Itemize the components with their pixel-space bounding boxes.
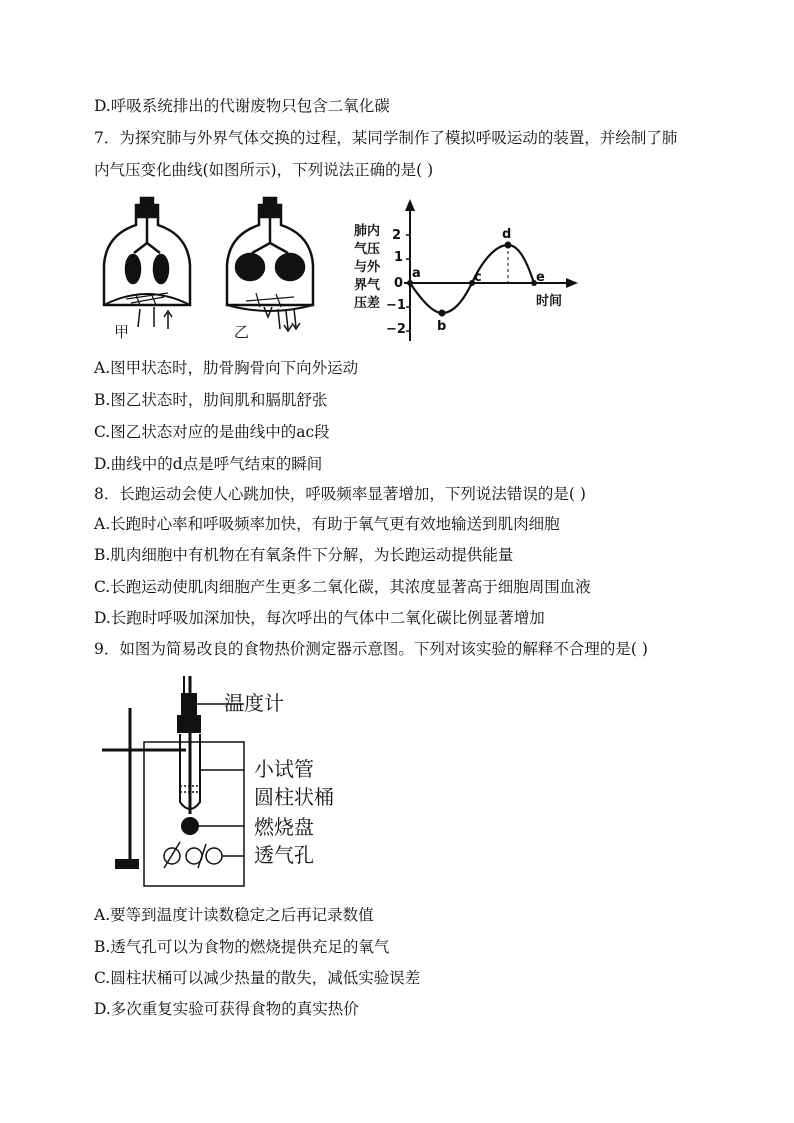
pressure-graph: [354, 199, 578, 341]
y-tick-2: 2: [392, 228, 402, 243]
q7-figure: [96, 195, 586, 345]
label-air-hole: 透气孔: [254, 843, 314, 867]
q8-option-a: A.长跑时心率和呼吸频率加快，有助于氧气更有效地输送到肌肉细胞: [94, 515, 560, 533]
label-cylinder: 圆柱状桶: [254, 785, 334, 809]
q9-figure: [94, 664, 394, 894]
bell-jar-jia: [104, 198, 190, 329]
label-test-tube: 小试管: [254, 757, 314, 781]
label-a: a: [412, 266, 421, 281]
ylabel-line-3: 与外: [354, 260, 381, 275]
burning-dish: [182, 818, 198, 834]
q7-stem-line1: 7．为探究肺与外界气体交换的过程，某同学制作了模拟呼吸运动的装置，并绘制了肺: [94, 129, 678, 147]
label-burning-dish: 燃烧盘: [254, 815, 314, 839]
ylabel-line-4: 界气: [354, 278, 381, 293]
pressure-curve: [410, 245, 534, 313]
label-c: c: [474, 270, 482, 285]
q8-option-b: B.肌肉细胞中有机物在有氧条件下分解，为长跑运动提供能量: [94, 546, 514, 564]
q8-option-d: D.长跑时呼吸加深加快，每次呼出的气体中二氧化碳比例显著增加: [94, 609, 545, 627]
q9-stem: 9．如图为简易改良的食物热价测定器示意图。下列对该实验的解释不合理的是( ): [94, 640, 648, 658]
q7-option-b: B.图乙状态时，肋间肌和膈肌舒张: [94, 391, 328, 409]
point-b: [439, 310, 446, 317]
label-d: d: [502, 227, 512, 242]
q8-stem: 8．长跑运动会使人心跳加快，呼吸频率显著增加，下列说法错误的是( ): [94, 485, 586, 503]
stand-base: [116, 860, 138, 868]
q9-option-a: A.要等到温度计读数稳定之后再记录数值: [94, 906, 374, 924]
y-tick-minus1: −1: [386, 298, 406, 313]
y-axis-arrow: [405, 199, 415, 211]
label-b: b: [437, 319, 447, 334]
x-axis-arrow: [566, 278, 578, 288]
label-thermometer: 温度计: [224, 691, 284, 715]
ylabel-line-5: 压差: [354, 296, 381, 311]
q7-stem-line2: 内气压变化曲线(如图所示)，下列说法正确的是( ): [94, 161, 434, 179]
y-tick-1: 1: [394, 250, 404, 265]
label-yi: 乙: [234, 323, 250, 341]
y-tick-minus2: −2: [386, 322, 406, 337]
q7-option-d: D.曲线中的d点是呼气结束的瞬间: [94, 455, 323, 473]
x-axis-label: 时间: [536, 294, 563, 309]
q7-option-c: C.图乙状态对应的是曲线中的ac段: [94, 423, 330, 441]
label-e: e: [536, 270, 545, 285]
ylabel-line-2: 气压: [354, 242, 381, 257]
q7-option-a: A.图甲状态时，肋骨胸骨向下向外运动: [94, 359, 359, 377]
bell-jar-yi: [227, 198, 313, 331]
q9-option-c: C.圆柱状桶可以减少热量的散失，减低实验误差: [94, 969, 421, 987]
q8-option-c: C.长跑运动使肌肉细胞产生更多二氧化碳，其浓度显著高于细胞周围血液: [94, 578, 591, 596]
ylabel-line-1: 肺内: [354, 224, 381, 239]
air-hole-3: [206, 848, 222, 864]
point-d: [505, 242, 512, 249]
q9-option-b: B.透气孔可以为食物的燃烧提供充足的氧气: [94, 938, 390, 956]
q9-option-d: D.多次重复实验可获得食物的真实热价: [94, 1000, 359, 1018]
q6-option-d: D.呼吸系统排出的代谢废物只包含二氧化碳: [94, 97, 390, 115]
label-jia: 甲: [114, 323, 130, 341]
y-tick-0: 0: [394, 276, 404, 291]
